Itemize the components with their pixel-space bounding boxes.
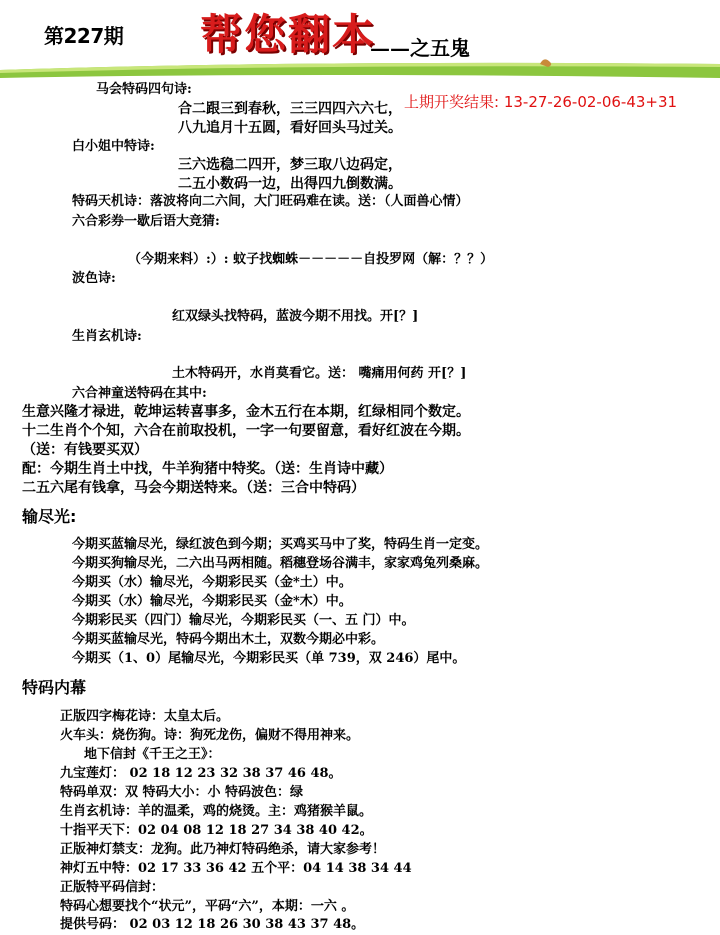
inside-heading: 特码内幕: [22, 678, 87, 697]
tongue-title: 六合神童送特码在其中:: [72, 386, 207, 401]
lose-line-7: 今期买（1、0）尾输尽光，今期彩民买（单 739，双 246）尾中。: [72, 651, 466, 666]
lose-line-6: 今期买蓝输尽光，特码今期出木土，双数今期必中彩。: [72, 632, 385, 647]
title-logo: 帮您翻本: [200, 10, 377, 59]
inside-line-3: 地下信封《千王之王》：: [84, 747, 221, 762]
inside-line-2: 火车头：烧伤狗。诗：狗死龙伤，偏财不得用神来。: [60, 728, 360, 743]
tongue-line-1: 生意兴隆才禄进，乾坤运转喜事多，金木五行在本期，红绿相同个数定。: [22, 404, 470, 420]
issue-number: 第227期: [44, 24, 124, 48]
inside-line-6: 生肖玄机诗：羊的温柔，鸡的烧烫。主：鸡猪猴羊鼠。: [60, 804, 373, 819]
green-swoosh-divider: [0, 56, 720, 80]
header-banner: [0, 0, 720, 80]
zodiac-line: 土木特码开，水肖莫看它。送： 嘴痛用何药 开[？]: [172, 366, 467, 381]
zodiac-title: 生肖玄机诗:: [72, 329, 142, 344]
inside-line-8: 正版神灯禁支：龙狗。此乃神灯特码绝杀，请大家参考！: [60, 842, 386, 857]
lose-line-3: 今期买（水）输尽光，今期彩民买（金*土）中。: [72, 575, 352, 590]
miss-line-2: 二五小数码一边，出得四九倒数满。: [178, 176, 402, 192]
latest-result: 上期开奖结果: 13-27-26-02-06-43+31: [404, 93, 678, 111]
poem-line-1: 合二跟三到春秋，三三四四六六七，: [178, 101, 402, 117]
inside-line-10: 正版特平码信封：: [60, 880, 165, 895]
tongue-line-4: 配：今期生肖土中找，牛羊狗猪中特奖。（送：生肖诗中藏）: [22, 461, 393, 477]
lose-line-1: 今期买蓝输尽光，绿红波色到今期；买鸡买马中了奖，特码生肖一定变。: [72, 537, 489, 552]
lose-line-5: 今期彩民买（四门）输尽光，今期彩民买（一、五 门）中。: [72, 613, 415, 628]
tongue-line-5: 二五六尾有钱拿，马会今期送特来。（送：三合中特码）: [22, 480, 365, 496]
inside-line-9: 神灯五中特：02 17 33 36 42 五个平：04 14 38 34 44: [60, 861, 412, 876]
miss-title: 白小姐中特诗:: [72, 139, 155, 154]
tongue-line-3: （送：有钱要买双）: [22, 442, 148, 458]
lose-heading: 输尽光:: [22, 507, 77, 526]
lottery-title: 六合彩券一歇后语大竞猜:: [72, 214, 220, 229]
lottery-line: （今期来料）:）: 蚊子找蜘蛛－－－－－自投罗网（解：？？）: [128, 252, 494, 267]
wave-line: 红双绿头找特码，蓝波今期不用找。开[？]: [172, 309, 419, 324]
inside-line-1: 正版四字梅花诗：太皇太后。: [60, 709, 230, 724]
inside-line-7: 十指平天下：02 04 08 12 18 27 34 38 40 42。: [60, 823, 373, 838]
inside-line-4: 九宝莲灯： 02 18 12 23 32 38 37 46 48。: [60, 766, 342, 781]
wave-title: 波色诗:: [72, 271, 116, 286]
title-subtitle: ——之五鬼: [370, 36, 470, 60]
inside-line-5: 特码单双：双 特码大小：小 特码波色：绿: [60, 785, 304, 800]
miss-line-1: 三六选稳二四开，梦三取八边码定，: [178, 157, 402, 173]
poem-line-2: 八九追月十五圆，看好回头马过关。: [178, 120, 402, 136]
lose-line-2: 今期买狗输尽光，二六出马两相随。稻穗登场谷满丰，家家鸡兔列桑麻。: [72, 556, 489, 571]
tianji-line: 特码天机诗：落波将向二六间，大门旺码难在读。送：（人面兽心情）: [72, 194, 469, 209]
inside-line-11: 特码心想要找个“状元”，平码“六”，本期：一六 。: [60, 899, 355, 914]
poem-title: 马会特码四句诗:: [96, 82, 192, 97]
tongue-line-2: 十二生肖个个知，六合在前取投机，一字一句要留意，看好红波在今期。: [22, 423, 470, 439]
inside-line-12: 提供号码： 02 03 12 18 26 30 38 43 37 48。: [60, 917, 365, 932]
lose-line-4: 今期买（水）输尽光，今期彩民买（金*木）中。: [72, 594, 352, 609]
